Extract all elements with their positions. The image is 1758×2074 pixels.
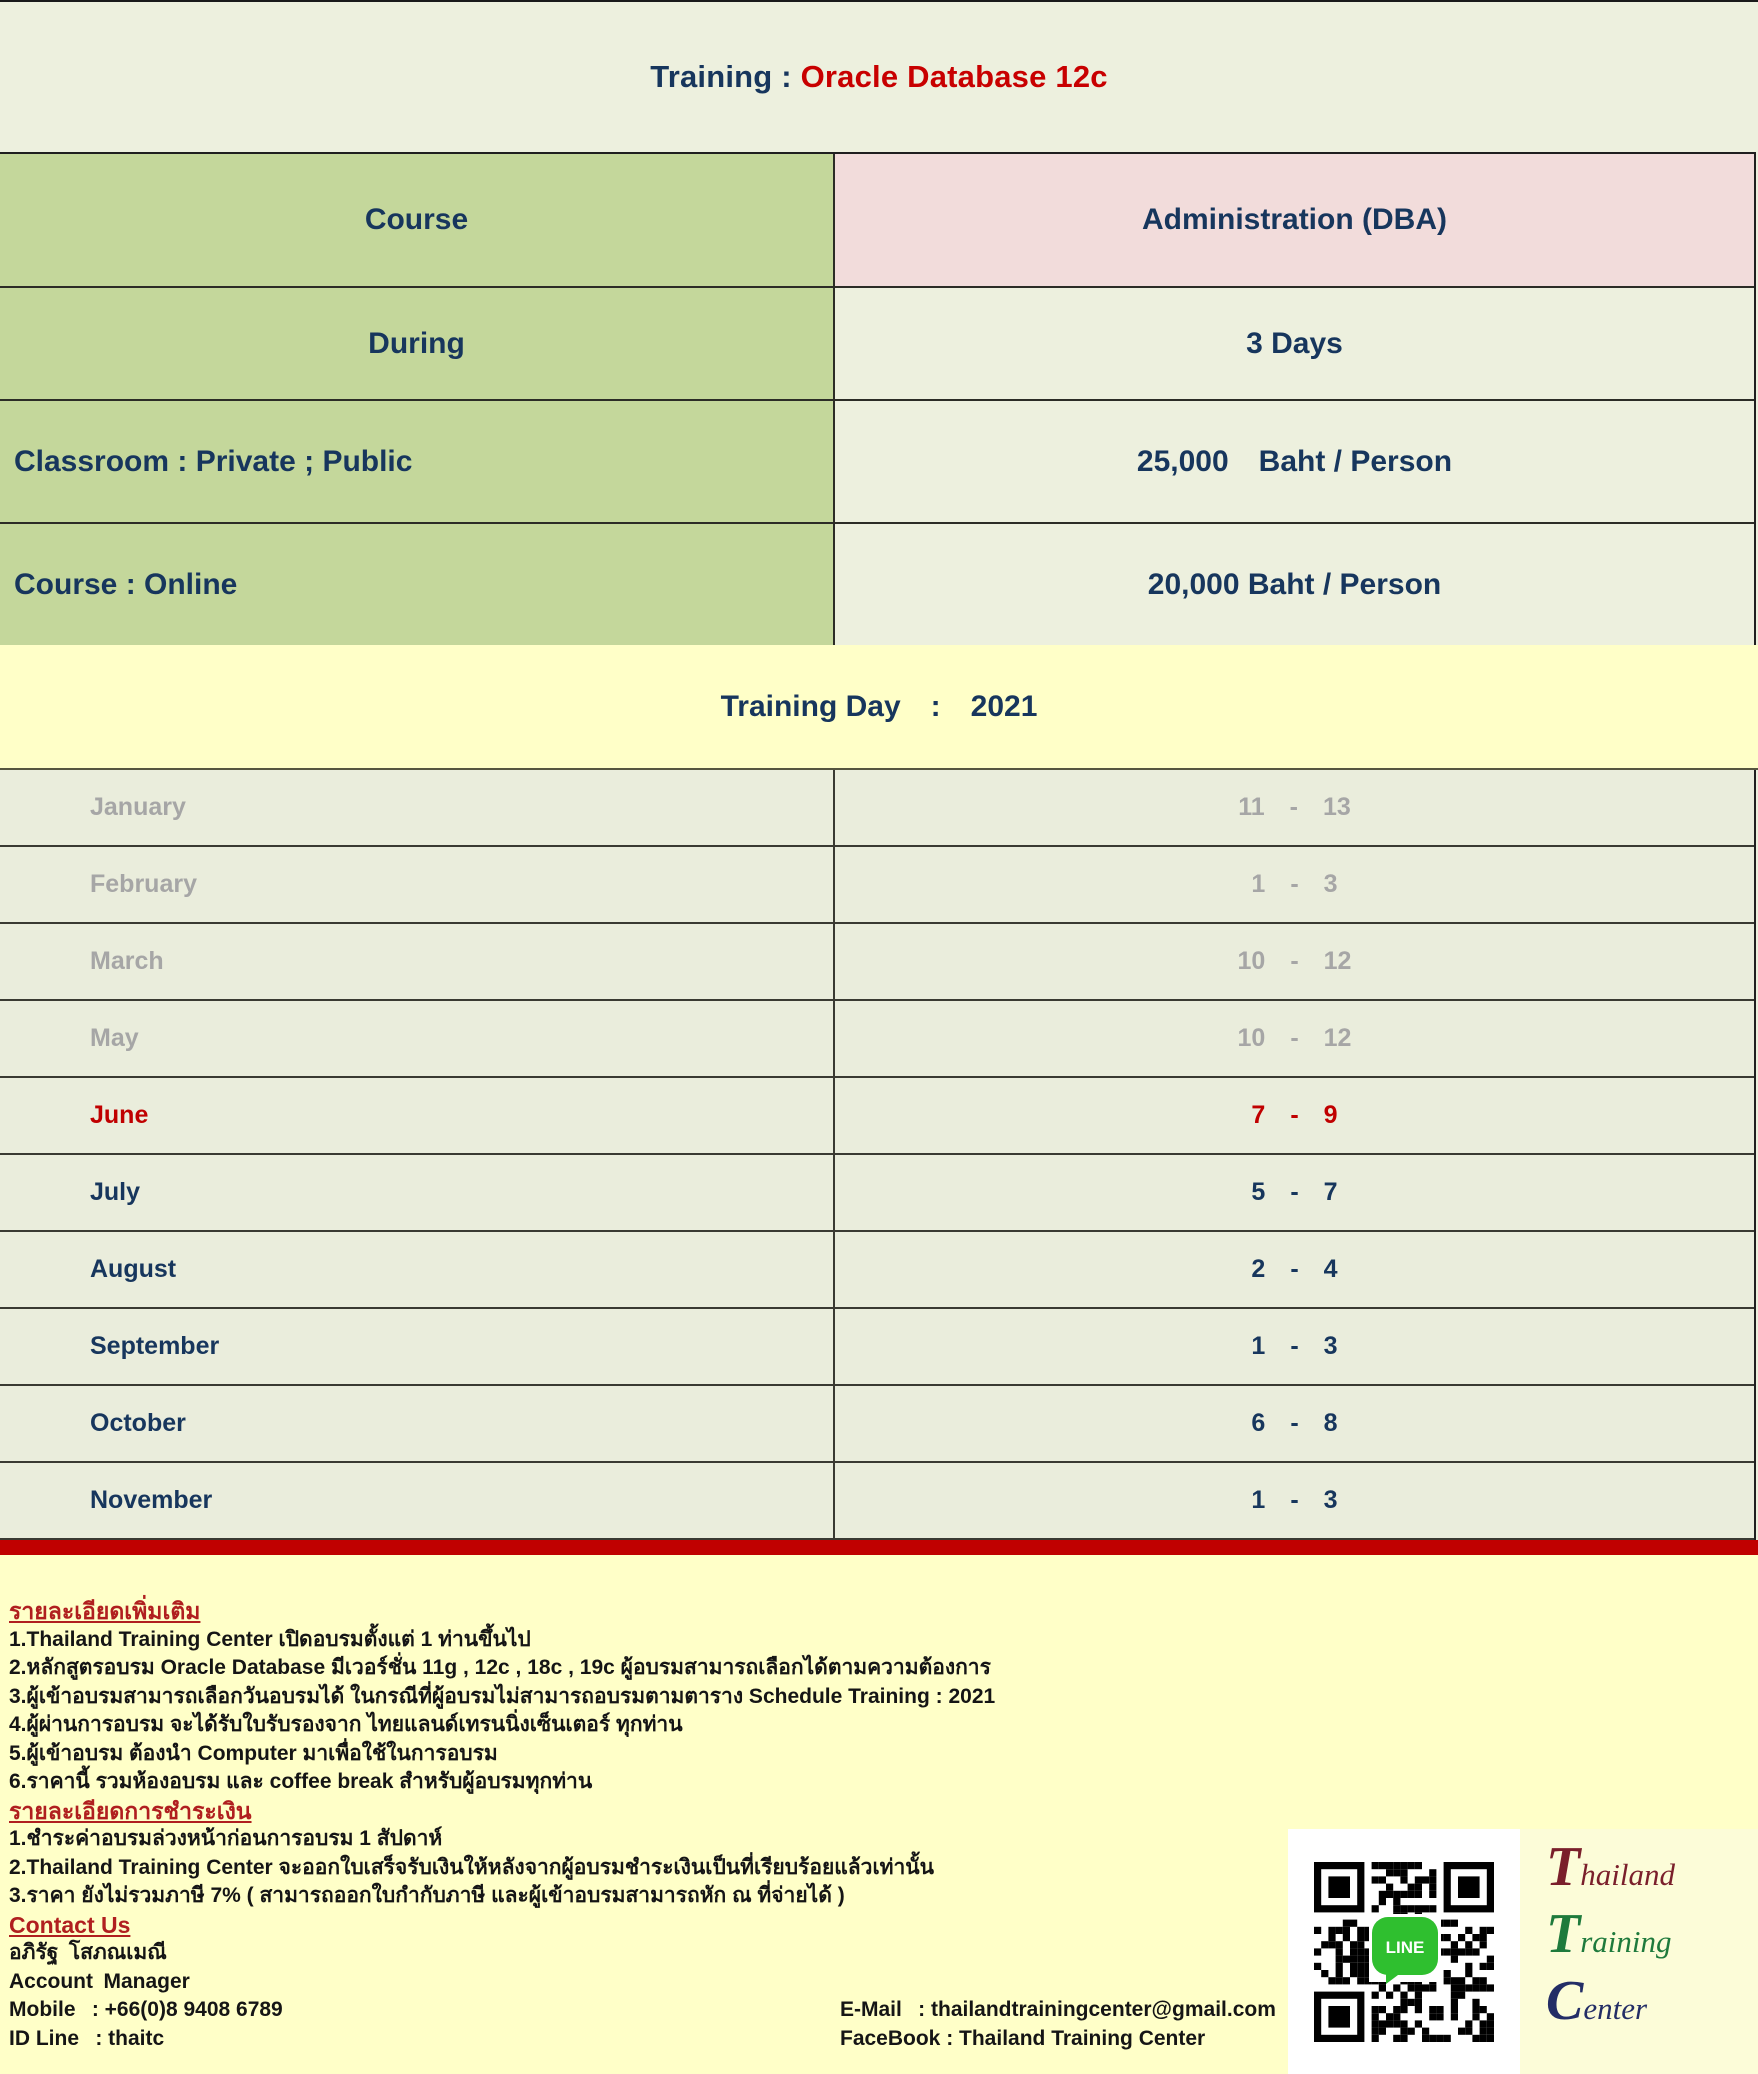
additional-details-heading: รายละเอียดเพิ่มเติม [9,1598,201,1624]
schedule-heading-band [0,645,1758,770]
page-header [0,2,1758,152]
additional-detail-line: 6.ราคานี้ รวมห้องอบรม และ coffee break สำหรับผู้อบรมทุกท่าน [9,1770,593,1793]
classroom-label-cell: Classroom : Private ; Public [0,401,833,522]
table-row-november [0,1463,1754,1540]
logo-line-center: Center [1546,1970,1648,2032]
page-title [650,59,1107,95]
payment-details-heading: รายละเอียดการชำระเงิน [9,1797,252,1824]
title-course-name: Oracle Database 12c [800,59,1108,94]
month-days: 11 - 13 [833,770,1754,845]
contact-facebook: FaceBook : Thailand Training Center [840,2026,1206,2050]
qr-code-image [1314,1862,1494,2042]
month-label: June [90,1101,149,1129]
table-row-march [0,924,1754,1001]
contact-us-heading: Contact Us [9,1911,131,1938]
table-row-july [0,1155,1754,1232]
payment-detail-line: 1.ชำระค่าอบรมล่วงหน้าก่อนการอบรม 1 สัปดาห์ [9,1827,443,1850]
table-row-online-price [0,524,1754,647]
table-row-classroom-price [0,401,1754,524]
payment-detail-line: 3.ราคา ยังไม่รวมภาษี 7% ( สามารถออกใบกำกับภาษี และผู้เข้าอบรมสามารถหัก ณ ที่จ่ายได้ ) [9,1884,845,1907]
additional-detail-line: 5.ผู้เข้าอบรม ต้องนำ Computer มาเพื่อใช้ในการอบรม [9,1741,498,1765]
contact-mobile: Mobile : +66(0)8 9408 6789 [9,1998,283,2021]
schedule-heading: Training Day : 2021 [720,689,1038,723]
contact-idline: ID Line : thaitc [9,2026,165,2050]
month-days: 1 - 3 [833,1463,1754,1538]
additional-detail-line: 3.ผู้เข้าอบรมสามารถเลือกวันอบรมได้ ในกรณีที่ผู้อบรมไม่สามารถอบรมตามตาราง Schedule Training : 2021 [9,1684,996,1708]
company-logo [1520,1829,1758,2074]
schedule-table [0,770,1756,1540]
title-prefix: Training : [650,59,801,94]
red-divider-bar [0,1540,1758,1555]
additional-detail-line: 4.ผู้ผ่านการอบรม จะได้รับใบรับรองจาก ไทยแลนด์เทรนนิ่งเซ็นเตอร์ ทุกท่าน [9,1713,683,1736]
table-row-january [0,770,1754,847]
table-row-course [0,154,1754,288]
month-label: August [90,1255,177,1283]
additional-detail-line: 2.หลักสูตรอบรม Oracle Database มีเวอร์ชั่น 11g , 12c , 18c , 19c ผู้อบรมสามารถเลือกได้ตามความต้องการ [9,1656,991,1679]
course-value-cell: Administration (DBA) [833,154,1754,286]
month-label: October [90,1409,186,1437]
contact-right-block [840,1996,1276,2053]
month-days: 10 - 12 [833,924,1754,999]
classroom-price-cell: 25,000 Baht / Person [833,401,1754,522]
month-label: March [90,947,164,975]
online-label-cell: Course : Online [0,524,833,645]
details-section [0,1555,1758,2074]
contact-email: E-Mail : thailandtrainingcenter@gmail.com [840,1998,1276,2021]
course-label-cell: Course [0,154,833,286]
contact-name: อภิรัฐ โสภณเมณี [9,1941,167,1964]
svg-text:LINE: LINE [1385,1938,1425,1957]
during-label-cell: During [0,288,833,399]
logo-line-thailand: Thailand [1546,1836,1675,1898]
month-label: January [90,793,186,821]
table-row-june [0,1078,1754,1155]
during-value-cell: 3 Days [833,288,1754,399]
logo-line-training: Training [1546,1903,1672,1965]
month-days: 7 - 9 [833,1078,1754,1153]
table-row-may [0,1001,1754,1078]
contact-role: Account Manager [9,1969,190,1993]
month-label: November [90,1486,213,1514]
table-row-september [0,1309,1754,1386]
month-days: 5 - 7 [833,1155,1754,1230]
details-text-block [9,1597,995,2053]
table-row-august [0,1232,1754,1309]
month-days: 10 - 12 [833,1001,1754,1076]
payment-detail-line: 2.Thailand Training Center จะออกใบเสร็จรับเงินให้หลังจากผู้อบรมชำระเงินเป็นที่เรียบร้อยแล้วเท่านั้น [9,1855,934,1879]
course-info-table [0,152,1756,645]
table-row-during [0,288,1754,401]
table-row-february [0,847,1754,924]
month-label: September [90,1332,220,1360]
month-label: July [90,1178,141,1206]
month-days: 2 - 4 [833,1232,1754,1307]
month-days: 6 - 8 [833,1386,1754,1461]
month-label: May [90,1024,139,1052]
line-qr-code [1288,1829,1520,2074]
additional-detail-line: 1.Thailand Training Center เปิดอบรมตั้งแต่ 1 ท่านขึ้นไป [9,1627,531,1651]
month-days: 1 - 3 [833,1309,1754,1384]
table-row-october [0,1386,1754,1463]
online-price-cell: 20,000 Baht / Person [833,524,1754,645]
month-label: February [90,870,197,898]
month-days: 1 - 3 [833,847,1754,922]
